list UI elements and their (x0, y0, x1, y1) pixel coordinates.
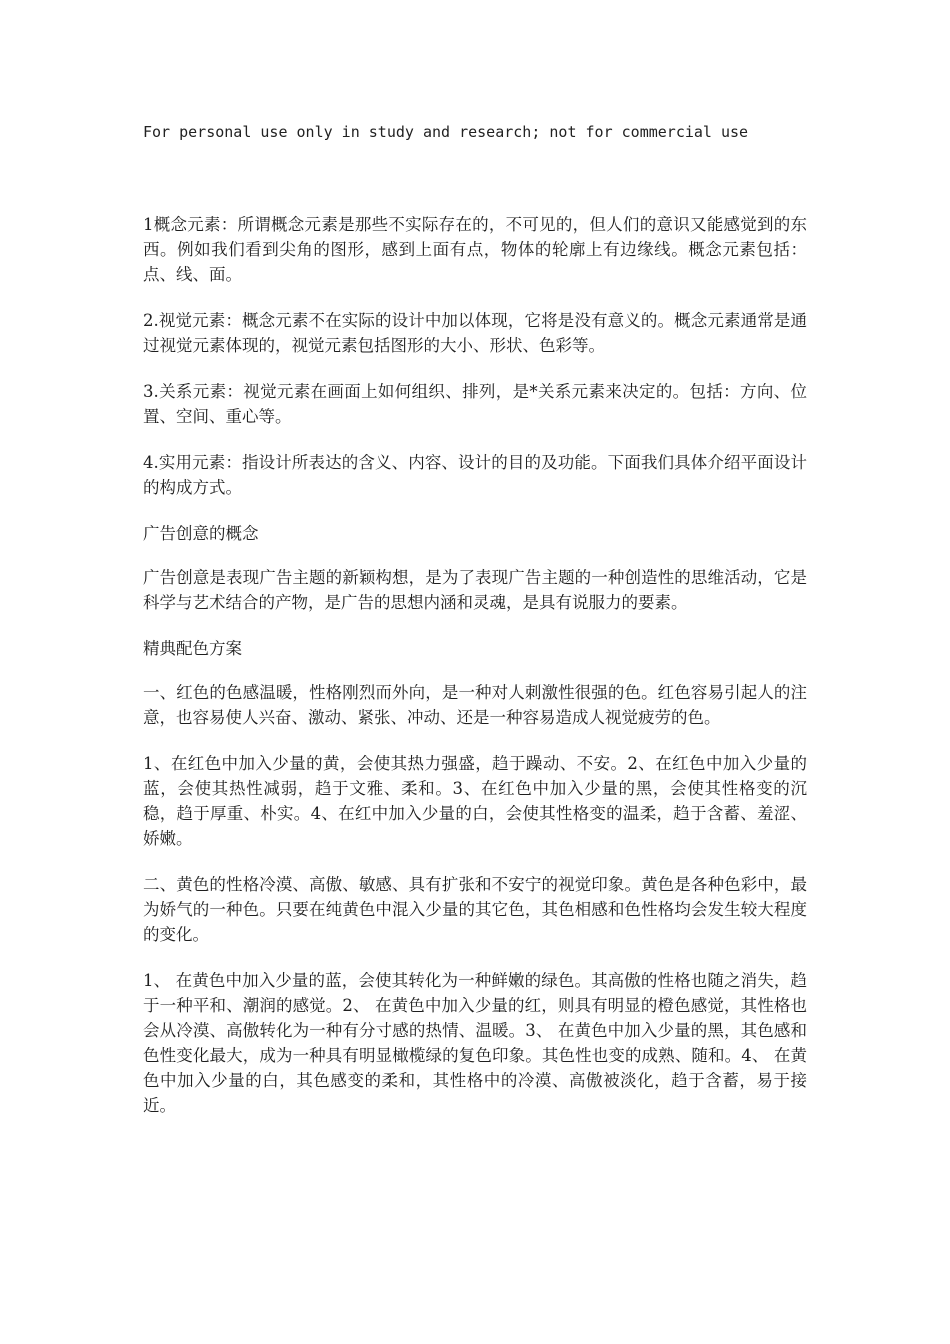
paragraph-red-variations: 1、在红色中加入少量的黄，会使其热力强盛，趋于躁动、不安。2、在红色中加入少量的蓝，会使其热性减弱，趋于文雅、柔和。3、在红色中加入少量的黑，会使其性格变的沉稳，趋于厚重、朴实。4、在红中加入少量的白，会使其性格变的温柔，趋于含蓄、羞涩、娇嫩。 (143, 754, 807, 848)
paragraph-ad-creativity: 广告创意是表现广告主题的新颖构想，是为了表现广告主题的一种创造性的思维活动，它是科学与艺术结合的产物，是广告的思想内涵和灵魂，是具有说服力的要素。 (143, 568, 807, 612)
paragraph-yellow-color: 二、黄色的性格冷漠、高傲、敏感、具有扩张和不安宁的视觉印象。黄色是各种色彩中，最为娇气的一种色。只要在纯黄色中混入少量的其它色，其色相感和色性格均会发生较大程度的变化。 (143, 875, 807, 944)
paragraph-relation-elements: 3.关系元素：视觉元素在画面上如何组织、排列，是*关系元素来决定的。包括：方向、位置、空间、重心等。 (143, 382, 807, 426)
section-heading-color-schemes: 精典配色方案 (143, 639, 242, 658)
paragraph-red-color: 一、红色的色感温暖，性格刚烈而外向，是一种对人刺激性很强的色。红色容易引起人的注意，也容易使人兴奋、激动、紧张、冲动、还是一种容易造成人视觉疲劳的色。 (143, 683, 807, 727)
paragraph-concept-elements: 1概念元素：所谓概念元素是那些不实际存在的，不可见的，但人们的意识又能感觉到的东西。例如我们看到尖角的图形，感到上面有点，物体的轮廓上有边缘线。概念元素包括：点、线、面。 (143, 215, 807, 284)
section-heading-ad-creativity: 广告创意的概念 (143, 524, 259, 543)
paragraph-practical-elements: 4.实用元素：指设计所表达的含义、内容、设计的目的及功能。下面我们具体介绍平面设计的构成方式。 (143, 453, 807, 497)
disclaimer-text: For personal use only in study and research; not for commercial use (143, 123, 749, 141)
paragraph-visual-elements: 2.视觉元素：概念元素不在实际的设计中加以体现，它将是没有意义的。概念元素通常是通过视觉元素体现的，视觉元素包括图形的大小、形状、色彩等。 (143, 311, 807, 355)
paragraph-yellow-variations: 1、 在黄色中加入少量的蓝，会使其转化为一种鲜嫩的绿色。其高傲的性格也随之消失，趋于一种平和、潮润的感觉。2、 在黄色中加入少量的红，则具有明显的橙色感觉，其性格也会从冷漠、高傲转化为一种有分寸感的热情、温暖。3、 在黄色中加入少量的黑，其色感和色性变化最大，成为一种具有明显橄榄绿的复色印象。其色性也变的成熟、随和。4、 在黄色中加入少量的白，其色感变的柔和，其性格中的冷漠、高傲被淡化，趋于含蓄，易于接近。 (143, 971, 807, 1115)
document-body (143, 212, 807, 1139)
